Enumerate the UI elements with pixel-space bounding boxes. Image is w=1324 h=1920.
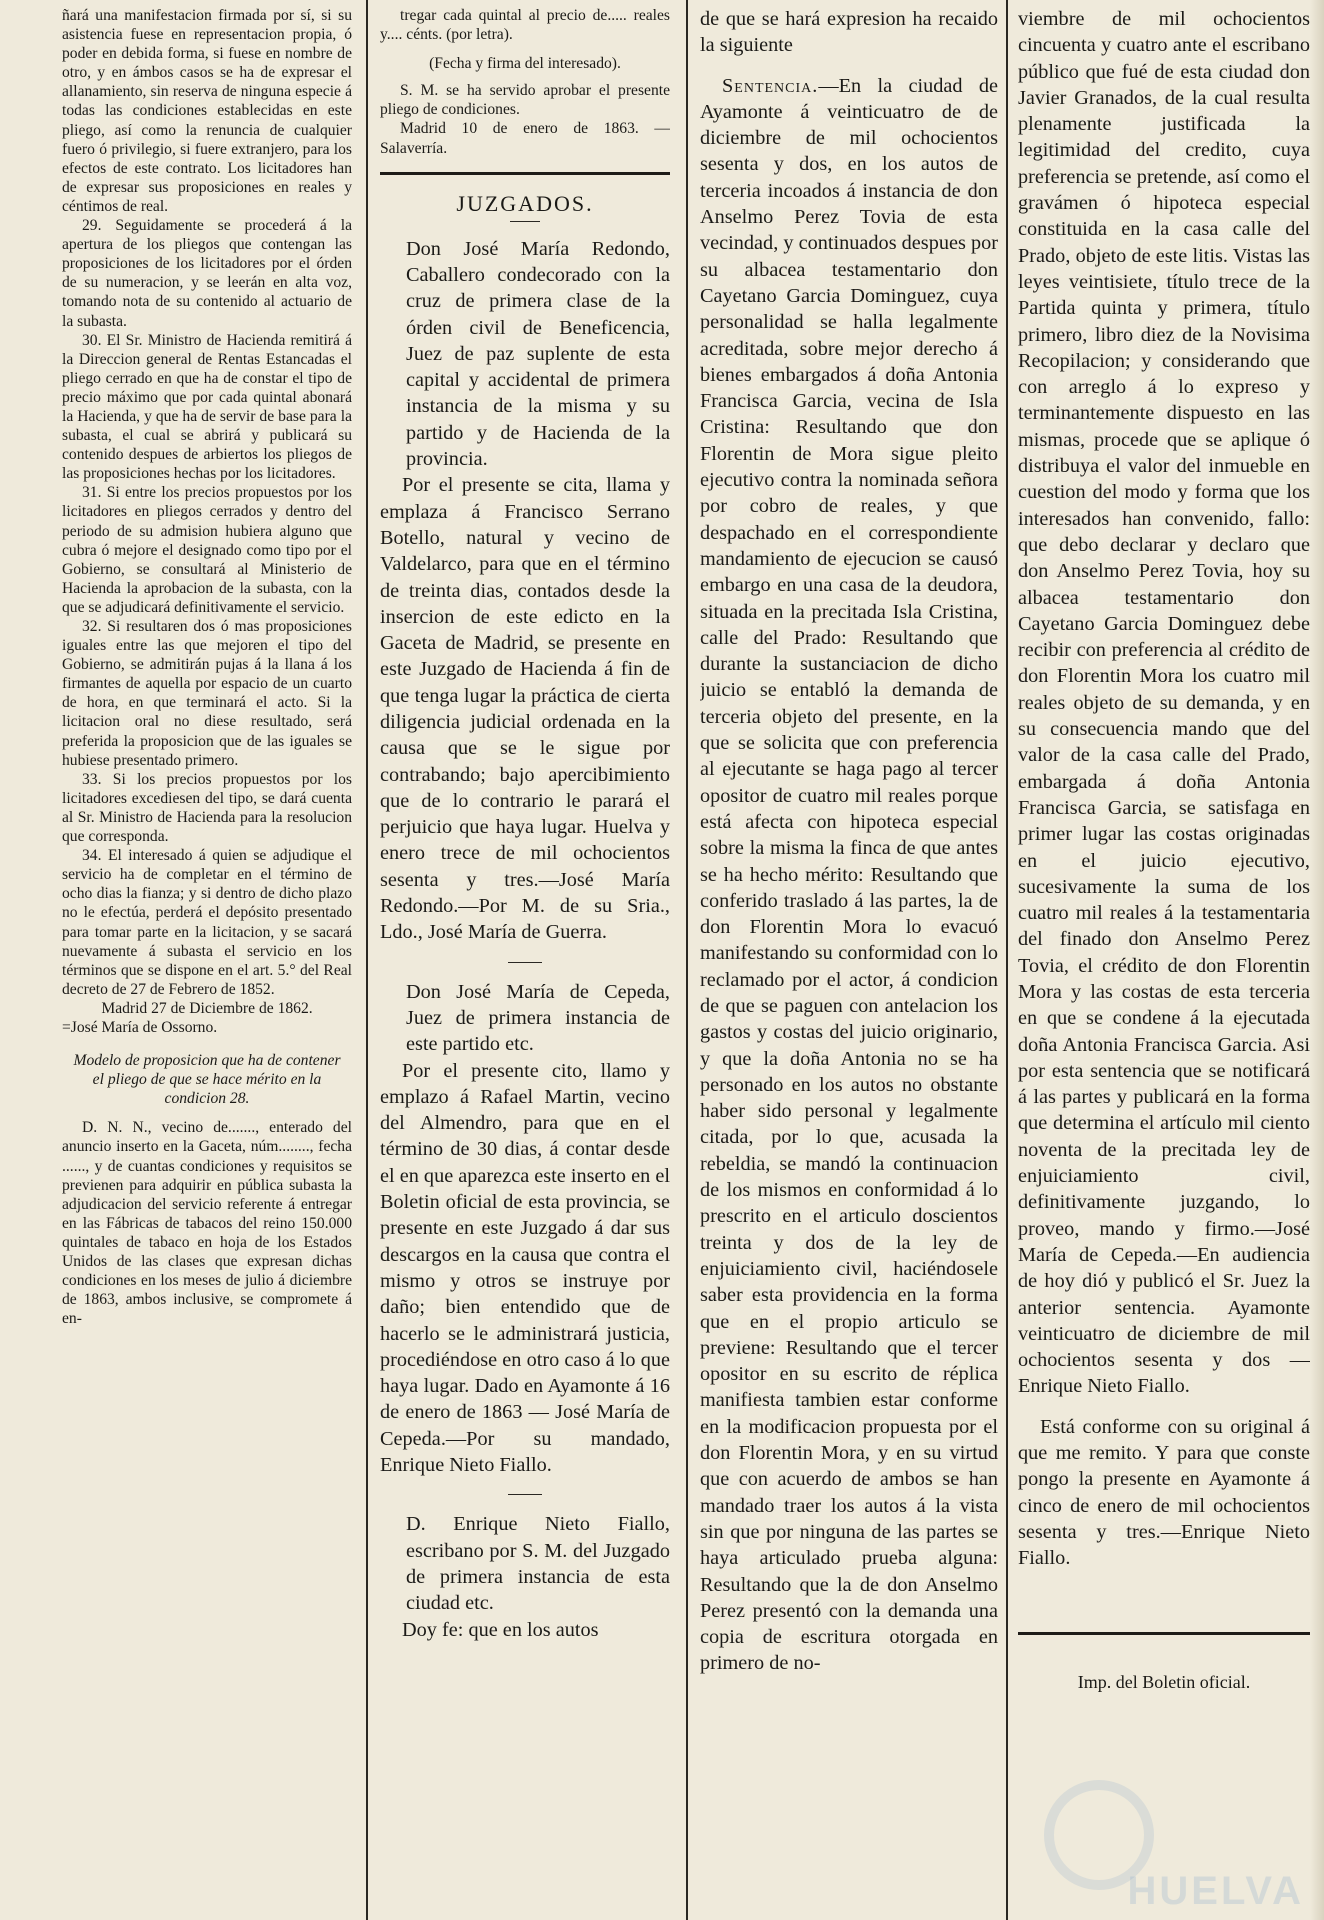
paragraph: viembre de mil ochocientos cincuenta y cuatro ante el escribano público que fué de esta ciudad don Javier Granados, de la cual resulta plenamente justificada la legitimidad del credito, cuya preferencia se pretende, así como el gravámen ó hipoteca especial constituida en la casa calle del Prado, objeto de este litis. Vistas las leyes veintisiete, título trece de la Partida quinta y primera, título primero, libro diez de la Novisima Recopilacion; y considerando que con arreglo á lo expreso y terminantemente dispuesto en las mismas, procede que se aplique ó distribuya el valor del inmueble en cuestion del modo y forma que los interesados han convenido, fallo: que debo declarar y declaro que don Anselmo Perez Tovia, hoy su albacea testamentario don Cayetano Garcia Dominguez debe recibir con preferencia al crédito de don Florentin Mora los cuatro mil reales objeto de su demanda, y en su consecuencia mando que del valor de la casa calle del Prado, embargada á doña Antonia Francisca Garcia, se satisfaga en primer lugar las costas originadas en el juicio ejecutivo, sucesivamente la suma de los cuatro mil reales á la testamentaria del finado don Anselmo Perez Tovia, el crédito de don Florentin Mora y las costas de esta terceria en que se condene á la ejecutada doña Antonia Francisca Garcia. Asi por esta sentencia que se notificará á las partes y publicará en la forma que determina el artículo mil ciento noventa de la precitada ley de enjuiciamiento civil, definitivamente juzgando, lo proveo, mando y firmo.—José María de Cepeda.—En audiencia de hoy dió y publicó el Sr. Juez la anterior sentencia. Ayamonte veinticuatro de diciembre de mil ochocientos sesenta y dos —Enrique Nieto Fiallo. (1018, 8, 1310, 1398)
column-3 (700, 6, 998, 1677)
paragraph: tregar cada quintal al precio de..... reales y.... cénts. (por letra). (380, 7, 670, 44)
edict-1-header: Don José María Redondo, Caballero condecorado con la cruz de primera clase de la órden civil de Beneficencia, Juez de paz suplente de esta capital y accidental de primera instancia de la misma y su partido y de Hacienda de la provincia. (406, 237, 670, 471)
edict-1-body: Por el presente se cita, llama y emplaza á Francisco Serrano Botello, natural y vecino de Valdelarco, para que en el término de treinta dias, contados desde la insercion de este edicto en la Gaceta de Madrid, se presente en este Juzgado de Hacienda á fin de que tenga lugar la práctica de cierta diligencia judicial ordenada en la causa que se le sigue por contrabando; bajo apercibimiento que de lo contrario le parará el perjuicio que haya lugar. Huelva y enero trece de mil ochocientos sesenta y tres.—José María Redondo.—Por M. de su Sria., Ldo., José María de Guerra. (380, 474, 670, 944)
model-text: D. N. N., vecino de......., enterado del anuncio inserto en la Gaceta, núm........, fecha ......, y de cuantas condiciones y requisitos se previenen para adquirir en pública subasta la adjudicacion del servicio referente á entregar en las Fábricas de tabacos del reino 150.000 quintales de tabaco en hoja de los Estados Unidos de las clases que expresan dichas condiciones en los meses de julio á diciembre de 1863, ambos inclusive, se compromete á en- (62, 1119, 352, 1328)
paragraph-30: 30. El Sr. Ministro de Hacienda remitirá á la Direccion general de Rentas Estancadas el pliego cerrado en que ha de constar el tipo de precio máximo que por cada quintal abonará la Hacienda, y que ha de servir de base para la subasta, el cual se abrirá y publicará su contenido despues de arbiertos los pliegos de las proposiciones hechas por los licitadores. (62, 331, 352, 483)
paragraph: ñará una manifestacion firmada por sí, si su asistencia fuese en representacion propia, ó poder en debida forma, si fuese en nombre de otro, y en ámbos casos se ha de expresar el allanamiento, sin reserva de ninguna especie á todas las condiciones establecidas en este pliego, así como la renuncia de cualquier fuero ó privilegio, si fuere extranjero, para los efectos de este contrato. Los licitadores han de expresar sus proposiciones en reales y céntimos de real. (62, 7, 352, 215)
divider (510, 221, 540, 222)
paragraph: Está conforme con su original á que me remito. Y para que conste pongo la presente en Ayamonte á cinco de enero de mil ochocientos sesenta y tres.—Enrique Nieto Fiallo. (1018, 1415, 1310, 1570)
sentence-text: —En la ciudad de Ayamonte á veinticuatro de de diciembre de mil ochocientos sesenta y dos, en los autos de terceria incoados á instancia de don Anselmo Perez Tovia de esta vecindad, y continuados despues por su albacea testamentario don Cayetano Garcia Dominguez, cuya personalidad se halla legalmente acreditada, sobre mejor derecho á bienes embargados á doña Antonia Francisca Garcia, vecina de Isla Cristina: Resultando que don Florentin de Mora sigue pleito ejecutivo contra la nominada señora por cobro de reales, y que despachado en el correspondiente mandamiento de ejecucion se causó embargo en una casa de la deudora, situada en la precitada Isla Cristina, calle del Prado: Resultando que durante la sustanciacion de dicho juicio se entabló la demanda de terceria objeto del presente, en la que se solicita que con preferencia al ejecutante se haga pago al tercer opositor de cuatro mil reales porque está afecta con hipoteca especial sobre la misma la finca de que antes se ha hecho mérito: Resultando que conferido traslado á las partes, la de don Florentin Mora lo evacuó manifestando su conformidad con lo reclamado por el actor, á condicion de que se paguen con antelacion los gastos y costas del juicio originario, y que la doña Antonia no se ha personado en los autos no obstante haber sido personal y legalmente citada, por lo que, acusada la rebeldia, se mandó la continuacion de los mismos en conformidad á lo prescrito en el articulo doscientos treinta y dos de la ley de enjuiciamiento civil, haciéndosele saber esta providencia en la forma que en el propio articulo se previene: Resultando que el tercer opositor en su escrito de réplica manifiesta tambien estar conforme en la modificacion propuesta por el don Florentin Mora, y en su virtud que con acuerdo de ambos se han mandado traer los autos á la vista sin que por ninguna de las partes se haya articulado prueba alguna: Resultando que la de don Anselmo Perez presentó con la demanda una copia de escritura otorgada en primero de no- (700, 74, 998, 1675)
edict-2-header: Don José María de Cepeda, Juez de primera instancia de este partido etc. (406, 980, 670, 1056)
paragraph: de que se hará expresion ha recaido la siguiente (700, 8, 998, 57)
section-divider (380, 172, 670, 175)
paragraph-31: 31. Si entre los precios propuestos por los licitadores en pliegos cerrados y dentro del periodo de su admision hubiera alguno que cubra ó mejore el designado como tipo por el Gobierno, se consultará al Ministerio de Hacienda la aprobacion de la subasta, con la que se adjudicará definitivamente el servicio. (62, 484, 352, 616)
edict-3-header: D. Enrique Nieto Fiallo, escribano por S. M. del Juzgado de primera instancia de esta ciudad etc. (406, 1513, 670, 1615)
imprint: Imp. del Boletin oficial. (1077, 1671, 1251, 1692)
paragraph-29: 29. Seguidamente se procederá á la apertura de los pliegos que contengan las proposiciones de los licitadores por el órden de su numeracion, y se leerán en alta voz, tomando nota de su contenido al actuario de la subasta. (62, 217, 352, 330)
sentence-label: Sentencia. (722, 74, 819, 97)
column-4 (1018, 6, 1310, 1695)
page-edge (1310, 0, 1324, 1920)
paragraph-33: 33. Si los precios propuestos por los licitadores excediesen del tipo, se dará cuenta al Sr. Ministro de Hacienda para la resolucion que corresponda. (62, 770, 352, 846)
edict-2-body: Por el presente cito, llamo y emplazo á Rafael Martin, vecino del Almendro, para que en el término de 30 dias, á contar desde el en que aparezca este inserto en el Boletin oficial de esta provincia, se presente en este Juzgado á dar sus descargos en la causa que contra el mismo y otros se instruye por daño; bien entendido que de hacerlo se le administrará justicia, procediéndose en otro caso á lo que haya lugar. Dado en Ayamonte á 16 de enero de 1863 — José María de Cepeda.—Por su mandado, Enrique Nieto Fiallo. (380, 1059, 670, 1477)
divider (1018, 1632, 1310, 1635)
column-2 (380, 6, 670, 1643)
column-rule (1006, 0, 1008, 1920)
signature: =José María de Ossorno. (62, 1018, 218, 1036)
watermark: HUELVA (1127, 1869, 1304, 1913)
paragraph-34: 34. El interesado á quien se adjudique el servicio ha de completar en el término de ocho dias la fianza; y si dentro de dicho plazo no le efectúa, perderá el depósito presentado para tomar parte en la licitacion, y se sacará nuevamente á subasta el servicio en los términos que se dispone en el art. 5.° del Real decreto de 27 de Febrero de 1852. (62, 847, 352, 998)
sentence-paragraph (700, 73, 998, 1677)
approval-date: Madrid 10 de enero de 1863. — Salaverría. (380, 120, 670, 157)
divider (508, 1494, 542, 1495)
column-rule (366, 0, 368, 1920)
divider (508, 962, 542, 963)
dateline: Madrid 27 de Diciembre de 1862. (101, 999, 313, 1017)
approval: S. M. se ha servido aprobar el presente pliego de condiciones. (380, 82, 670, 119)
edict-3-body: Doy fe: que en los autos (402, 1618, 599, 1641)
paragraph-32: 32. Si resultaren dos ó mas proposiciones iguales entre las que mejoren el tipo del Gobierno, se admitirán pujas á la llana á los firmantes de aquella por espacio de un cuarto de hora, en que terminará el acto. Si la licitacion oral no diese resultado, será preferida la proposicion que de las iguales se hubiese presentado primero. (62, 618, 352, 769)
sign-note: (Fecha y firma del interesado). (429, 55, 621, 73)
column-1 (62, 6, 352, 1328)
column-rule (686, 0, 688, 1920)
section-heading: JUZGADOS. (456, 190, 594, 216)
model-title: Modelo de proposicion que ha de contener el pliego de que se hace mérito en la condicion 28. (73, 1052, 341, 1108)
